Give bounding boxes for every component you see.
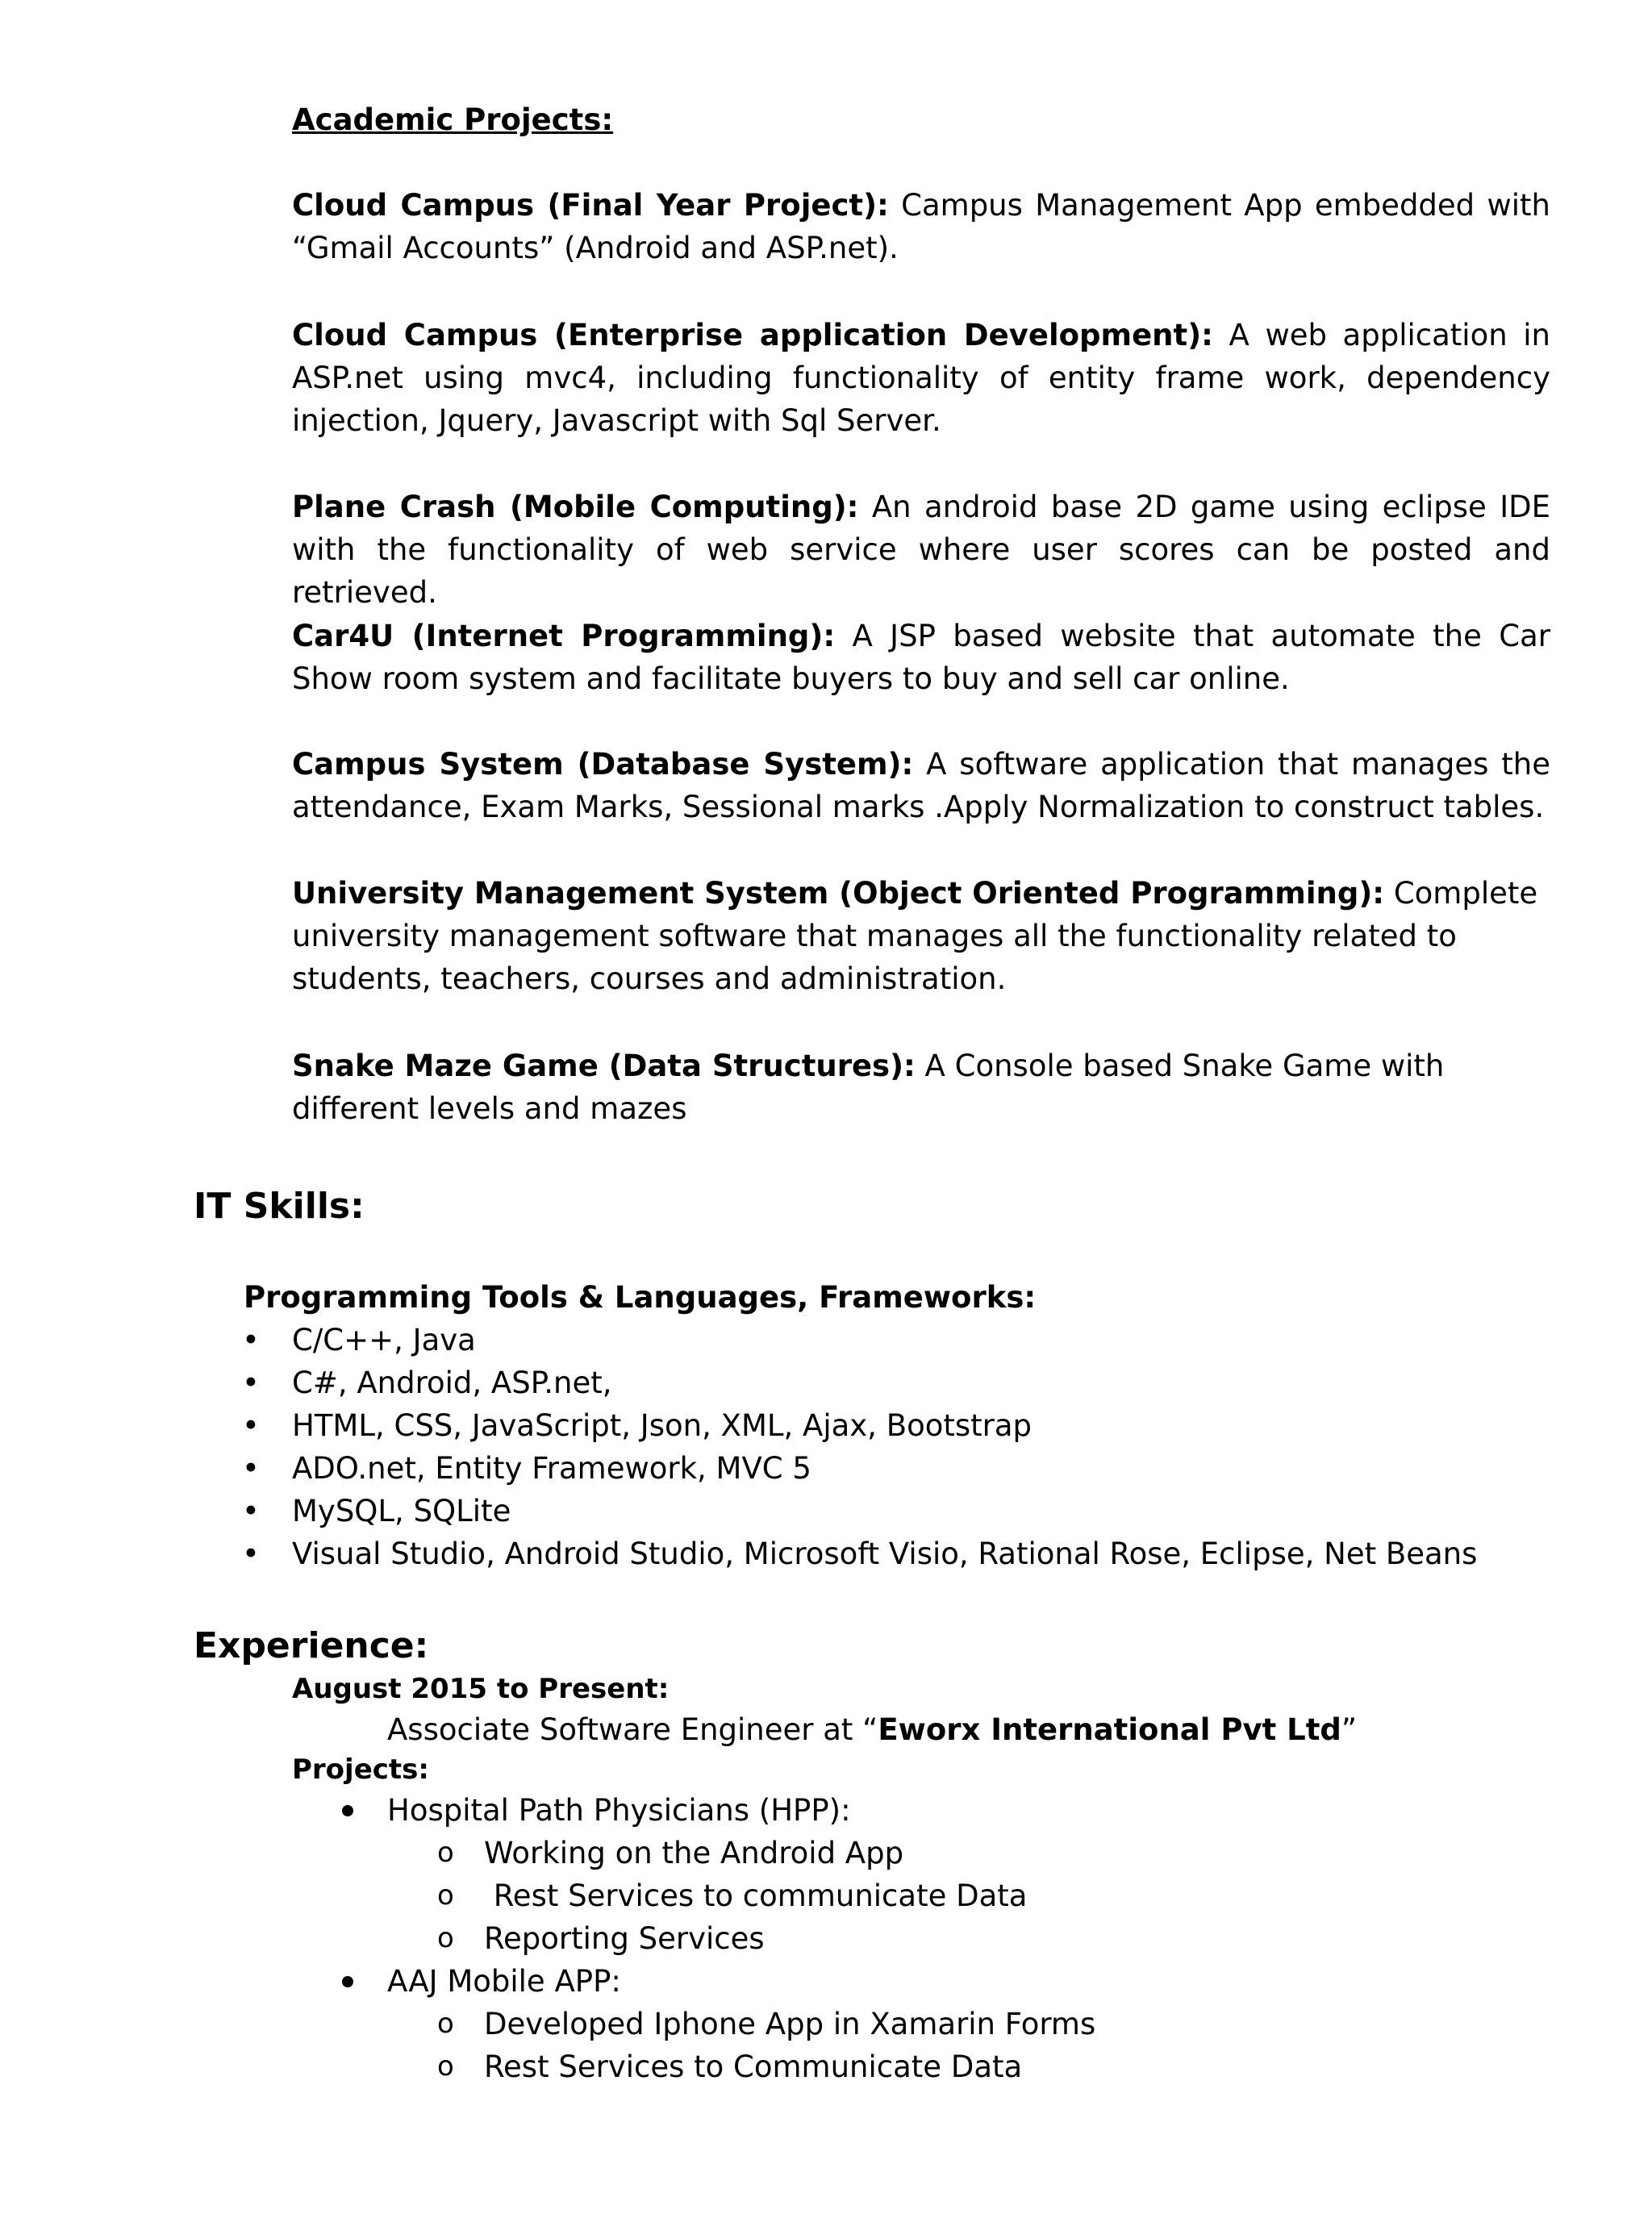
project-description: A JSP based website that automate the Car Show room system and facilitate buyers to buy and sell car online. [292,619,1550,696]
bullet-icon: • [242,1537,260,1571]
circle-bullet-icon: o [437,2050,454,2083]
academic-project [292,743,1550,828]
circle-bullet-icon: o [437,1837,454,1869]
bullet-dot-icon [342,1805,353,1816]
skills-subheading: Programming Tools & Languages, Frameworks: [244,1280,1037,1315]
project-title: Cloud Campus (Enterprise application Development): [292,318,1213,352]
bullet-icon: • [242,1494,260,1528]
task-text: Working on the Android App [484,1836,904,1870]
bullet-icon: • [242,1366,260,1400]
role-suffix: ” [1341,1712,1358,1747]
academic-project [292,314,1550,442]
academic-project [292,872,1550,1000]
bullet-icon: • [242,1451,260,1486]
academic-project [292,486,1550,614]
project-title: Snake Maze Game (Data Structures): [292,1049,916,1083]
project-name-text: AAJ Mobile APP: [387,1964,621,1999]
bullet-dot-icon [342,1976,353,1987]
project-description: A Console based Snake Game with different levels and mazes [292,1049,1445,1126]
skills-list [242,1319,1477,1575]
experience-period: August 2015 to Present: [292,1673,670,1705]
skill-text: Visual Studio, Android Studio, Microsoft Visio, Rational Rose, Eclipse, Net Beans [292,1537,1478,1571]
project-title: Campus System (Database System): [292,747,914,782]
list-item [339,2003,1095,2045]
project-description: Campus Management App embedded with “Gmail Accounts” (Android and ASP.net). [292,188,1550,265]
circle-bullet-icon: o [437,1922,454,1954]
list-item [242,1490,1477,1532]
project-description: A software application that manages the attendance, Exam Marks, Sessional marks .Apply Normalization to construct tables. [292,747,1550,824]
list-item [339,1917,1027,1960]
task-text: Reporting Services [484,1921,765,1956]
skill-text: C#, Android, ASP.net, [292,1366,612,1400]
company-name: Eworx International Pvt Ltd [878,1712,1341,1747]
circle-bullet-icon: o [437,2008,454,2040]
bullet-icon: • [242,1408,260,1443]
skill-text: ADO.net, Entity Framework, MVC 5 [292,1451,811,1486]
it-skills-heading: IT Skills: [194,1186,365,1227]
project-title: Cloud Campus (Final Year Project): [292,188,889,223]
list-item [242,1319,1477,1361]
task-text: Developed Iphone App in Xamarin Forms [484,2007,1096,2041]
list-item [242,1361,1477,1404]
experience-project-name [339,1960,1095,2003]
experience-project [339,1789,1027,1960]
academic-projects-heading: Academic Projects: [292,102,614,137]
list-item [242,1447,1477,1490]
list-item [339,2045,1095,2088]
project-name-text: Hospital Path Physicians (HPP): [387,1793,851,1828]
list-item [339,1832,1027,1874]
academic-project [292,184,1550,269]
experience-heading: Experience: [194,1625,429,1666]
circle-bullet-icon: o [437,1879,454,1912]
experience-project-name [339,1789,1027,1832]
project-description: An android base 2D game using eclipse IDE with the functionality of web service where user scores can be posted and retrieved. [292,490,1550,610]
bullet-icon: • [242,1323,260,1357]
list-item [242,1532,1477,1575]
project-description: Complete university management software that manages all the functionality related to students, teachers, courses and administration. [292,876,1538,996]
project-title: Car4U (Internet Programming): [292,619,836,653]
project-title: Plane Crash (Mobile Computing): [292,490,859,524]
role-text: Associate Software Engineer at “ [387,1712,878,1747]
projects-label: Projects: [292,1753,429,1786]
task-list [339,1832,1027,1960]
academic-project [292,1045,1550,1130]
list-item [242,1404,1477,1447]
experience-role [387,1708,1357,1751]
academic-project [292,615,1550,700]
task-list [339,2003,1095,2088]
project-description: A web application in ASP.net using mvc4, including functionality of entity frame work, dependency injection, Jquery, Javascript with Sql Server. [292,318,1550,438]
skill-text: HTML, CSS, JavaScript, Json, XML, Ajax, Bootstrap [292,1408,1032,1443]
task-text: Rest Services to communicate Data [484,1878,1028,1913]
skill-text: MySQL, SQLite [292,1494,511,1528]
project-title: University Management System (Object Oriented Programming): [292,876,1385,911]
list-item [339,1874,1027,1917]
skill-text: C/C++, Java [292,1323,476,1357]
experience-project [339,1960,1095,2088]
task-text: Rest Services to Communicate Data [484,2049,1023,2084]
